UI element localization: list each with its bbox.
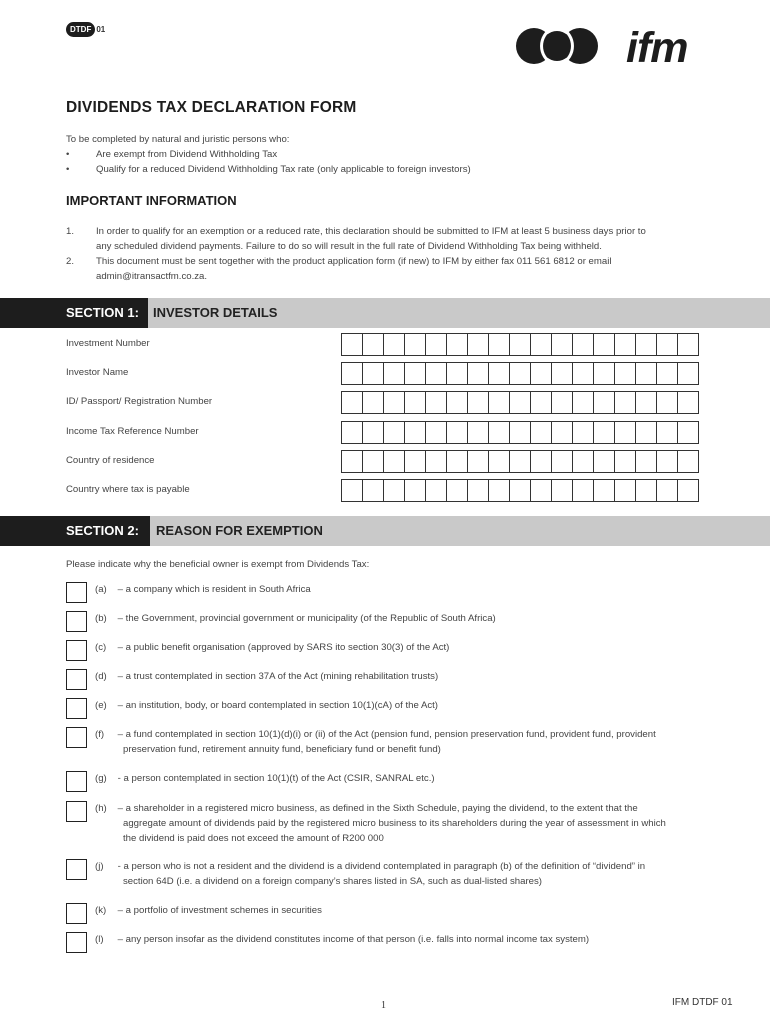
exemption-option-b: (b) – the Government, provincial government or municipality (of the Republic of South Africa) xyxy=(66,611,715,632)
brand-logo-icon xyxy=(515,27,599,65)
section1-number: SECTION 1: xyxy=(66,305,139,320)
form-code-footer: IFM DTDF 01 xyxy=(672,997,733,1008)
id-number-input[interactable] xyxy=(341,391,699,414)
page-title: DIVIDENDS TAX DECLARATION FORM xyxy=(66,99,357,116)
bullet-icon: • xyxy=(66,164,70,175)
field-label-tax-reference: Income Tax Reference Number xyxy=(66,426,199,437)
important-list xyxy=(66,224,716,284)
list-item: 1. In order to qualify for an exemption or a reduced rate, this declaration should be submitted to IFM at least 5 business days prior to any scheduled dividend payments. Failure to do so will result in the full rate of Dividend Withholding Tax being withheld. xyxy=(66,226,646,252)
exemption-option-a: (a) – a company which is resident in South Africa xyxy=(66,582,715,603)
field-label-country-tax: Country where tax is payable xyxy=(66,484,190,495)
field-label-country-residence: Country of residence xyxy=(66,455,155,466)
exemption-option-h: (h) – a shareholder in a registered micro business, as defined in the Sixth Schedule, paying the dividend, to the extent that the aggregate amount of dividends paid by the registered micro business to its shareholders during the year of assessment in which the dividend is paid does not exceed the amount of R200 000 xyxy=(66,801,715,846)
intro-bullet: • Are exempt from Dividend Withholding Tax xyxy=(66,149,278,160)
exemption-checkbox[interactable] xyxy=(66,727,87,748)
country-residence-input[interactable] xyxy=(341,450,699,473)
badge-code: DTDF xyxy=(66,22,95,37)
exemption-checkbox[interactable] xyxy=(66,859,87,880)
intro-bullet: • Qualify for a reduced Dividend Withholding Tax rate (only applicable to foreign investors) xyxy=(66,164,471,175)
exemption-checkbox[interactable] xyxy=(66,669,87,690)
exemption-option-g: (g) - a person contemplated in section 10(1)(t) of the Act (CSIR, SANRAL etc.) xyxy=(66,771,715,792)
investor-name-input[interactable] xyxy=(341,362,699,385)
investment-number-input[interactable] xyxy=(341,333,699,356)
exemption-checkbox[interactable] xyxy=(66,771,87,792)
exemption-option-k: (k) – a portfolio of investment schemes in securities xyxy=(66,903,715,924)
brand-wordmark: ifm xyxy=(626,24,688,72)
field-label-id-number: ID/ Passport/ Registration Number xyxy=(66,396,213,407)
exemption-option-l: (l) – any person insofar as the dividend constitutes income of that person (i.e. falls into normal income tax system) xyxy=(66,932,715,953)
intro-lead: To be completed by natural and juristic persons who: xyxy=(66,134,290,145)
section1-header xyxy=(0,298,770,328)
exemption-option-j: (j) - a person who is not a resident and the dividend is a dividend contemplated in paragraph (b) of the definition of “dividend” in section 64D (i.e. a dividend on a foreign company’s shares listed in SA, such as dual-listed shares) xyxy=(66,859,715,889)
section2-title: REASON FOR EXEMPTION xyxy=(156,523,323,538)
field-label-investor-name: Investor Name xyxy=(66,367,129,378)
form-code-badge xyxy=(66,20,105,39)
exemption-checkbox[interactable] xyxy=(66,640,87,661)
intro-block xyxy=(66,132,706,177)
exemption-option-c: (c) – a public benefit organisation (approved by SARS ito section 30(3) of the Act) xyxy=(66,640,715,661)
tax-reference-input[interactable] xyxy=(341,421,699,444)
exemption-checkbox[interactable] xyxy=(66,611,87,632)
badge-number: 01 xyxy=(96,25,106,34)
exemption-checkbox[interactable] xyxy=(66,582,87,603)
exemption-option-d: (d) – a trust contemplated in section 37A of the Act (mining rehabilitation trusts) xyxy=(66,669,715,690)
list-item: 2. This document must be sent together with the product application form (if new) to IFM by either fax 011 561 6812 or email admin@itransactfm.co.za. xyxy=(66,256,612,282)
field-label-investment-number: Investment Number xyxy=(66,338,150,349)
exemption-checkbox[interactable] xyxy=(66,698,87,719)
exemption-checkbox[interactable] xyxy=(66,801,87,822)
country-tax-input[interactable] xyxy=(341,479,699,502)
section2-number: SECTION 2: xyxy=(66,523,139,538)
exemption-checkbox[interactable] xyxy=(66,903,87,924)
section1-title: INVESTOR DETAILS xyxy=(153,305,278,320)
exemption-checkbox[interactable] xyxy=(66,932,87,953)
section2-header xyxy=(0,516,770,546)
bullet-icon: • xyxy=(66,149,70,160)
section2-prompt: Please indicate why the beneficial owner is exempt from Dividends Tax: xyxy=(66,559,370,570)
exemption-option-f: (f) – a fund contemplated in section 10(1)(d)(i) or (ii) of the Act (pension fund, pension preservation fund, provident fund, provident preservation fund, retirement annuity fund, beneficiary fund or benefit fund) xyxy=(66,727,715,757)
page-number: 1 xyxy=(381,1000,386,1011)
exemption-option-e: (e) – an institution, body, or board contemplated in section 10(1)(cA) of the Act) xyxy=(66,698,715,719)
important-heading: IMPORTANT INFORMATION xyxy=(66,193,237,208)
